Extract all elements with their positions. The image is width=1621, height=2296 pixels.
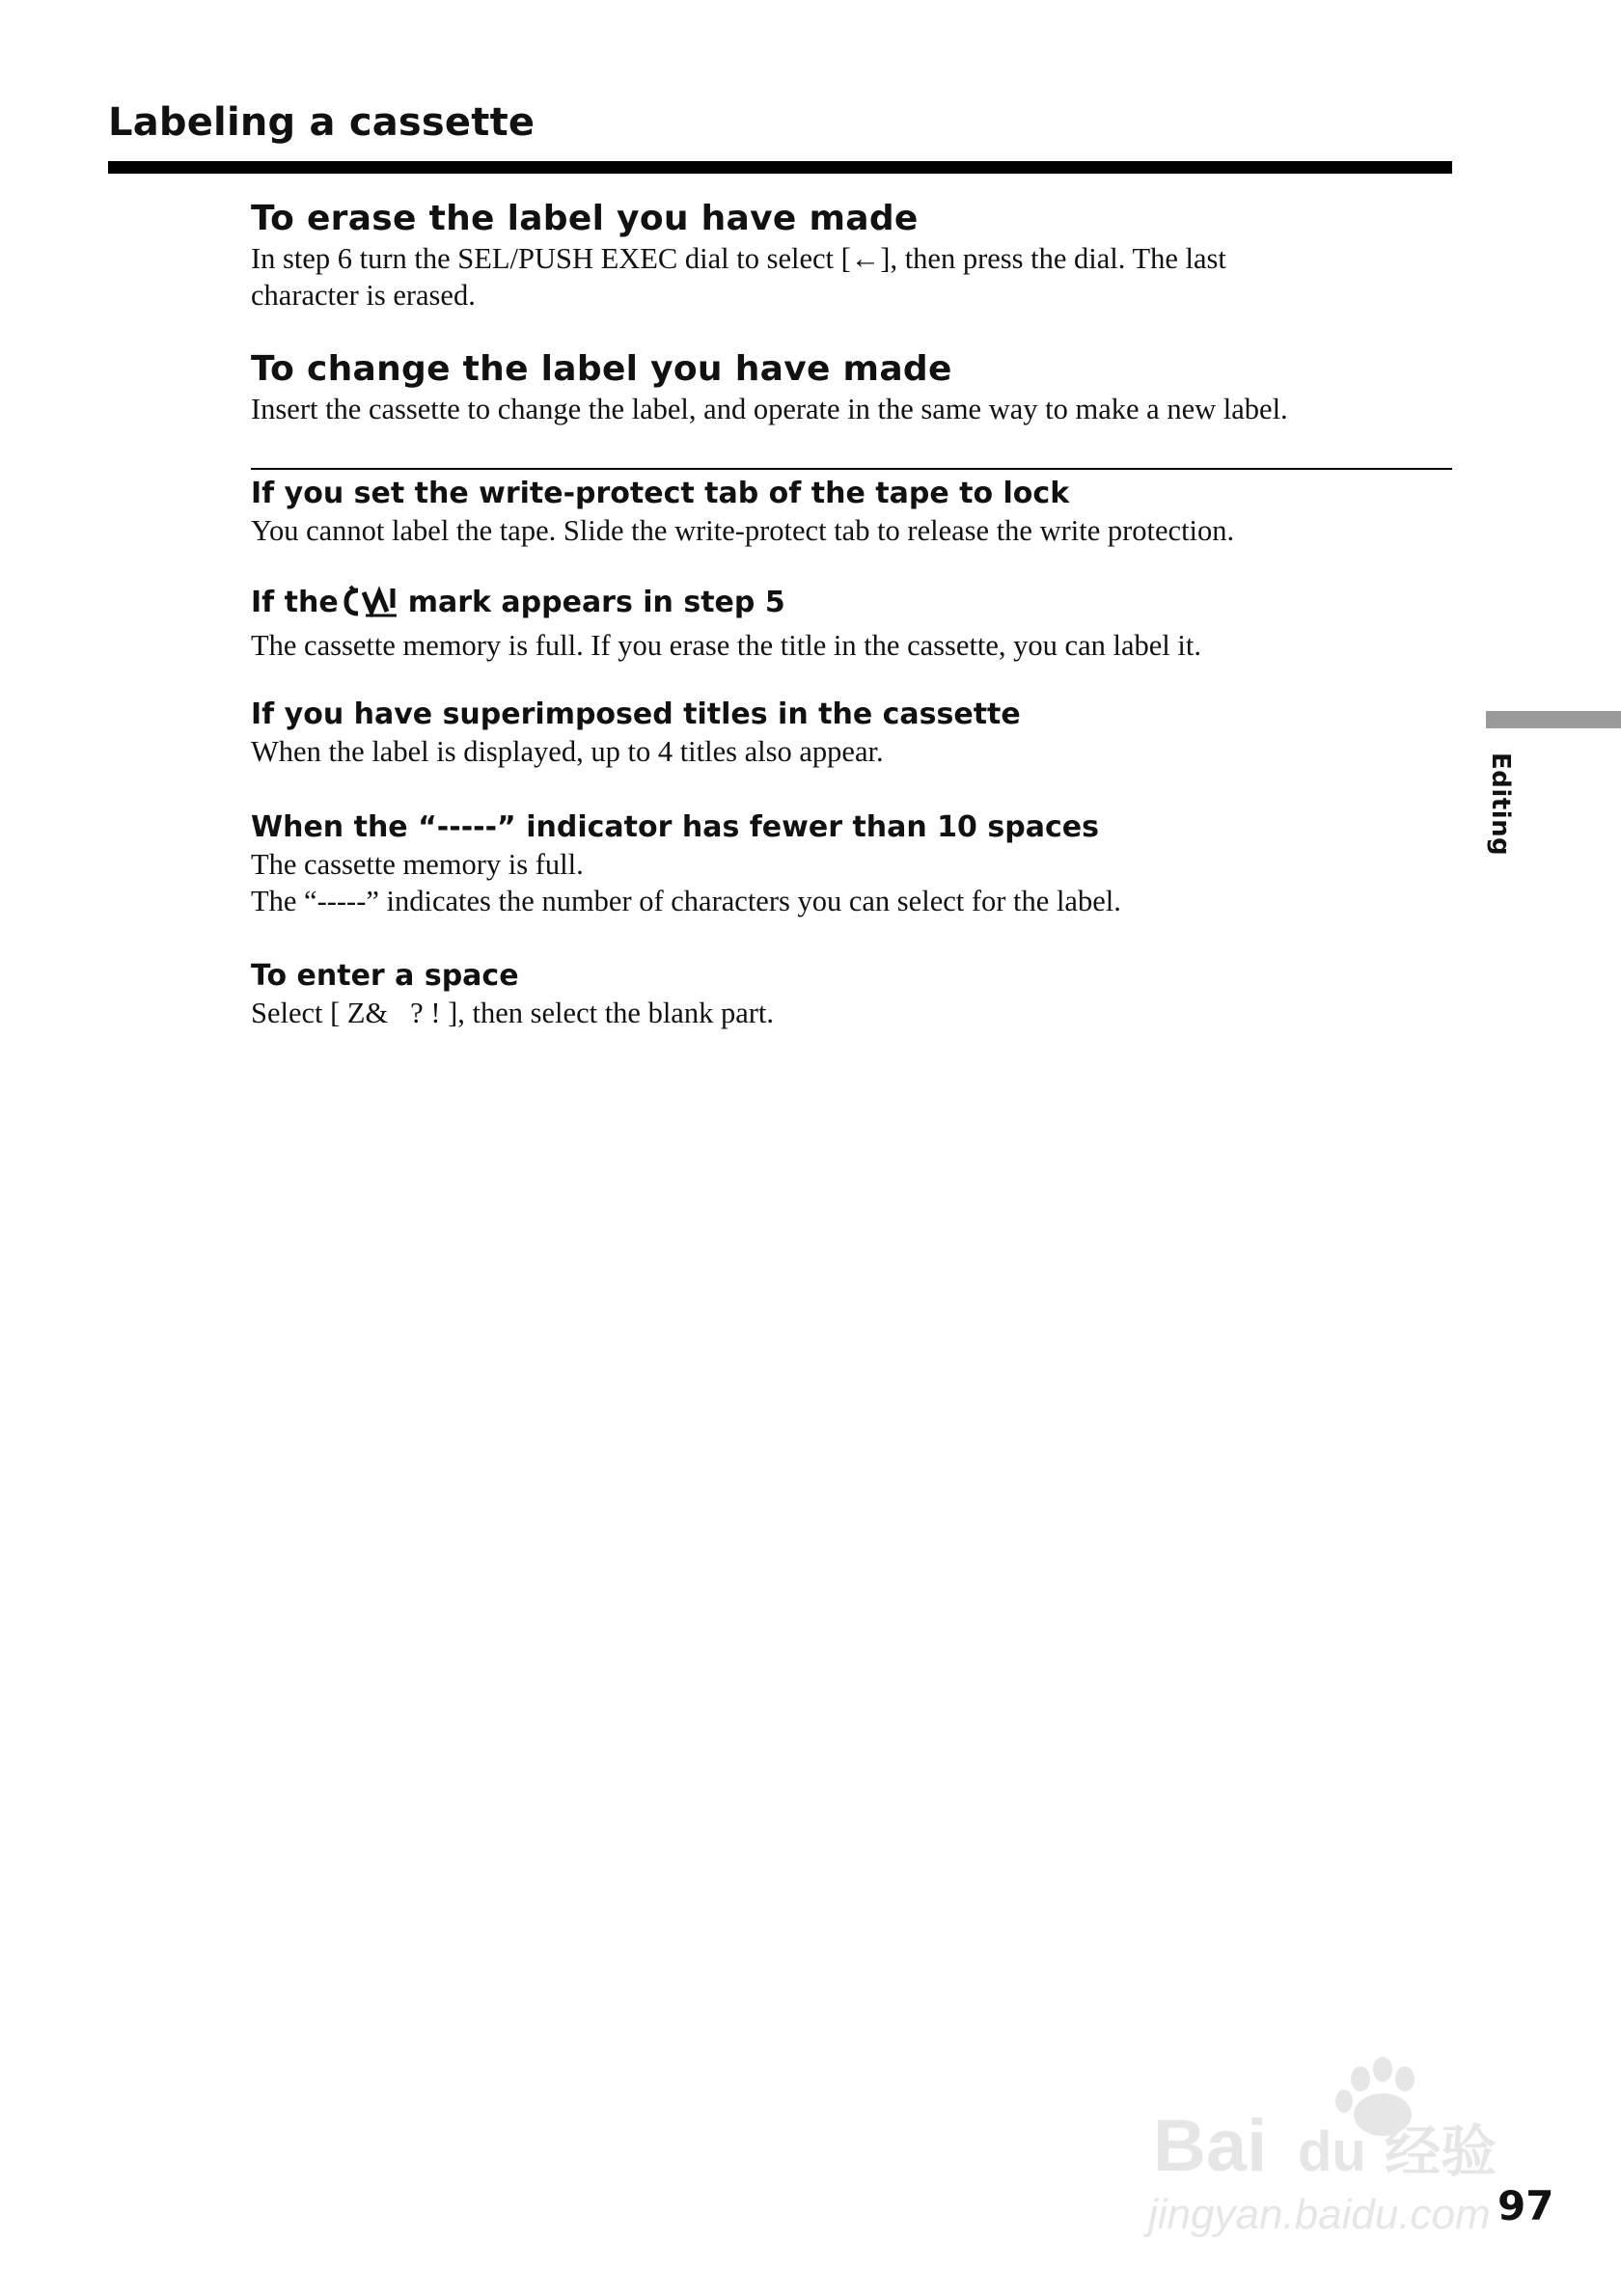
side-tab-bar [1486,711,1621,728]
note-write-protect [251,476,1452,549]
notes-divider [251,468,1452,470]
svg-text:Bai: Bai [1153,2105,1268,2187]
note-heading: To enter a space [251,959,519,993]
note-body-line: The cassette memory is full. [251,848,584,881]
note-heading-text: mark appears in step 5 [407,586,785,619]
note-heading: If you set the write-protect tab of the tape to lock [251,477,1070,510]
note-body: The cassette memory is full. If you erase the title in the cassette, you can label it. [251,629,1201,662]
section-erase-label [251,198,1452,314]
note-body [251,846,1452,919]
page-title: Labeling a cassette [108,100,536,145]
svg-text:jingyan.baidu.com: jingyan.baidu.com [1148,2191,1491,2238]
note-heading: When the “-----” indicator has fewer than 10 spaces [251,810,1099,844]
page-number: 97 [1497,2182,1554,2229]
back-arrow-icon: ← [850,242,881,275]
baidu-watermark-logo [1143,2045,1529,2238]
title-rule [108,161,1452,174]
body-text: In step 6 turn the SEL/PUSH EXEC dial to select [ [251,242,851,275]
note-body: You cannot label the tape. Slide the write-protect tab to release the write protection. [251,514,1235,547]
body-text: ], then press the dial. The last [880,242,1226,275]
note-indicator-spaces [251,809,1452,919]
note-heading-text: If the [251,586,339,619]
section-heading: To change the label you have made [251,349,952,389]
svg-text:经验: 经验 [1385,2118,1497,2184]
section-body [251,240,1452,314]
section-body: Insert the cassette to change the label, and operate in the same way to make a new label. [251,393,1288,425]
note-enter-space [251,958,1452,1031]
note-heading [251,585,1452,627]
svg-text:du: du [1298,2120,1366,2183]
note-body: Select [ Z& ? ! ], then select the blank part. [251,997,775,1029]
side-tab-label: Editing [1486,752,1515,857]
body-text: character is erased. [251,279,476,312]
section-change-label [251,348,1452,427]
section-heading: To erase the label you have made [251,199,919,238]
note-superimposed-titles [251,697,1452,770]
note-body-line: The “-----” indicates the number of characters you can select for the label. [251,885,1121,917]
cassette-memory-full-icon [343,585,402,627]
note-heading: If you have superimposed titles in the cassette [251,697,1021,731]
note-body: When the label is displayed, up to 4 titles also appear. [251,735,884,768]
note-memory-mark [251,585,1452,664]
